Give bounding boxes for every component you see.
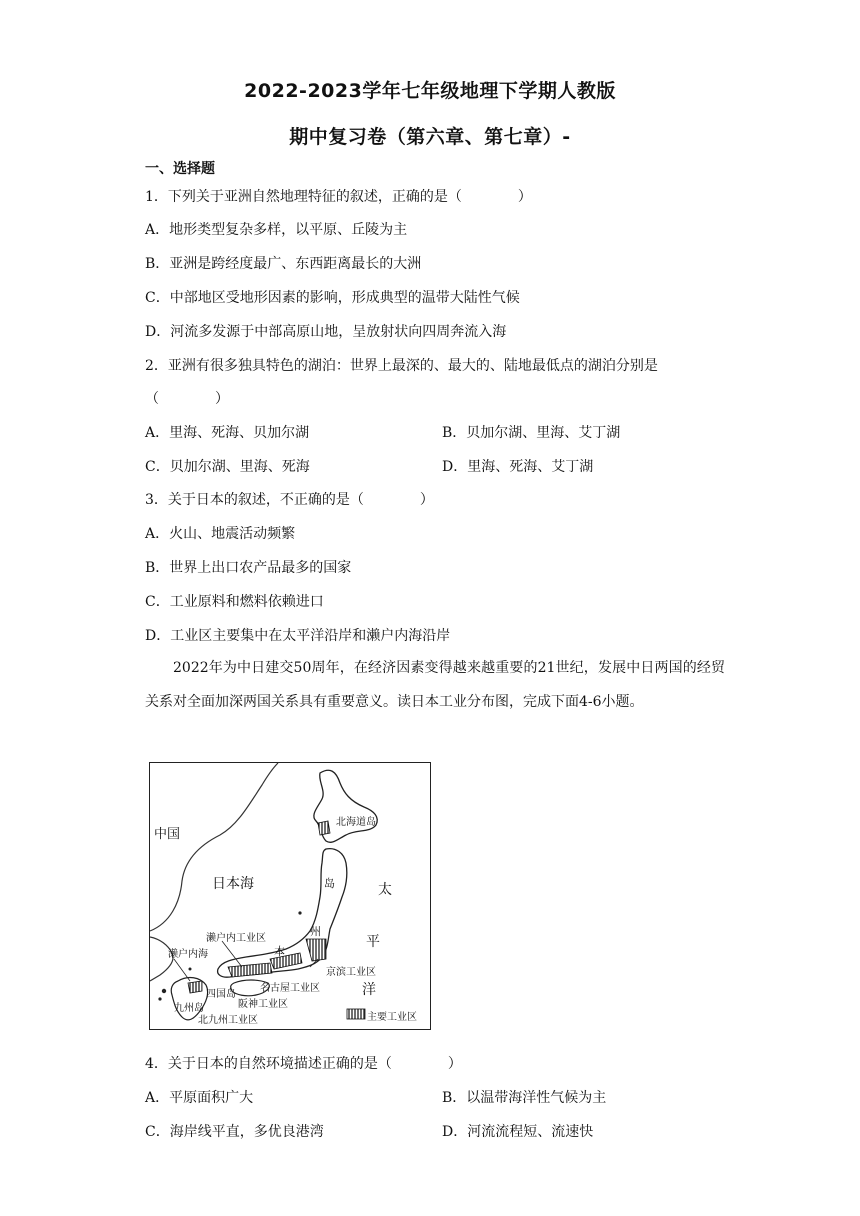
japan-industry-map [149, 762, 431, 1030]
q4-option-d: D．河流流程短、流速快 [442, 1124, 594, 1140]
section-heading: 一、选择题 [145, 161, 215, 177]
map-legend-label: 主要工业区 [367, 1012, 417, 1023]
map-label-sea-of-japan: 日本海 [212, 876, 254, 892]
exam-title-line1: 2022-2023学年七年级地理下学期人教版 [244, 80, 616, 102]
map-label-honshu-3: 本 [274, 945, 285, 958]
q4-option-c: C．海岸线平直，多优良港湾 [145, 1124, 324, 1140]
reading-passage: 2022年为中日建交50周年，在经济因素变得越来越重要的21世纪，发展中日两国的经贸关系对全面加深两国关系具有重要意义。读日本工业分布图，完成下面4-6小题。 [145, 660, 725, 710]
map-label-honshu-2: 州 [310, 925, 321, 938]
map-label-honshu-1: 岛 [324, 877, 335, 890]
q3-option-a: A．火山、地震活动频繁 [145, 526, 296, 542]
q2-option-d: D．里海、死海、艾丁湖 [442, 459, 594, 475]
map-label-kyushu: 九州岛 [174, 1003, 204, 1014]
map-label-setouchi-sea: 濑户内海 [168, 949, 208, 960]
q1-stem: 1．下列关于亚洲自然地理特征的叙述，正确的是（ ） [145, 189, 532, 205]
map-label-keihin: 京滨工业区 [326, 967, 376, 978]
q3-option-d: D．工业区主要集中在太平洋沿岸和濑户内海沿岸 [145, 628, 451, 644]
map-label-pacific-1: 太 [378, 882, 392, 898]
map-label-setouchi-zone: 濑户内工业区 [206, 933, 266, 944]
q2-option-b: B．贝加尔湖、里海、艾丁湖 [442, 425, 621, 441]
q1-option-d: D．河流多发源于中部高原山地，呈放射状向四周奔流入海 [145, 324, 507, 340]
q4-option-a: A．平原面积广大 [145, 1090, 254, 1106]
q3-stem: 3．关于日本的叙述，不正确的是（ ） [145, 492, 434, 508]
q1-option-b: B．亚洲是跨经度最广、东西距离最长的大洲 [145, 256, 422, 272]
map-label-pacific-2: 平 [366, 934, 380, 950]
map-label-shikoku: 四国岛 [206, 989, 236, 1000]
map-label-pacific-3: 洋 [362, 982, 376, 998]
q1-option-c: C．中部地区受地形因素的影响，形成典型的温带大陆性气候 [145, 290, 520, 306]
map-label-china: 中国 [154, 827, 181, 842]
map-label-nagoya: 名古屋工业区 [260, 983, 320, 994]
exam-title-line2: 期中复习卷（第六章、第七章）- [289, 126, 571, 148]
q3-option-c: C．工业原料和燃料依赖进口 [145, 594, 324, 610]
q2-option-a: A．里海、死海、贝加尔湖 [145, 425, 310, 441]
q2-option-c: C．贝加尔湖、里海、死海 [145, 459, 310, 475]
map-label-hanshin: 阪神工业区 [238, 999, 288, 1010]
map-label-hokkaido: 北海道岛 [336, 817, 376, 828]
map-label-kitakyushu: 北九州工业区 [198, 1015, 258, 1026]
q4-stem: 4．关于日本的自然环境描述正确的是（ ） [145, 1056, 462, 1072]
q4-option-b: B．以温带海洋性气候为主 [442, 1090, 607, 1106]
q2-stem-cont: （ ） [145, 391, 229, 407]
q1-option-a: A．地形类型复杂多样，以平原、丘陵为主 [145, 222, 408, 238]
q3-option-b: B．世界上出口农产品最多的国家 [145, 560, 352, 576]
q2-stem: 2．亚洲有很多独具特色的湖泊：世界上最深的、最大的、陆地最低点的湖泊分别是 [145, 358, 658, 374]
